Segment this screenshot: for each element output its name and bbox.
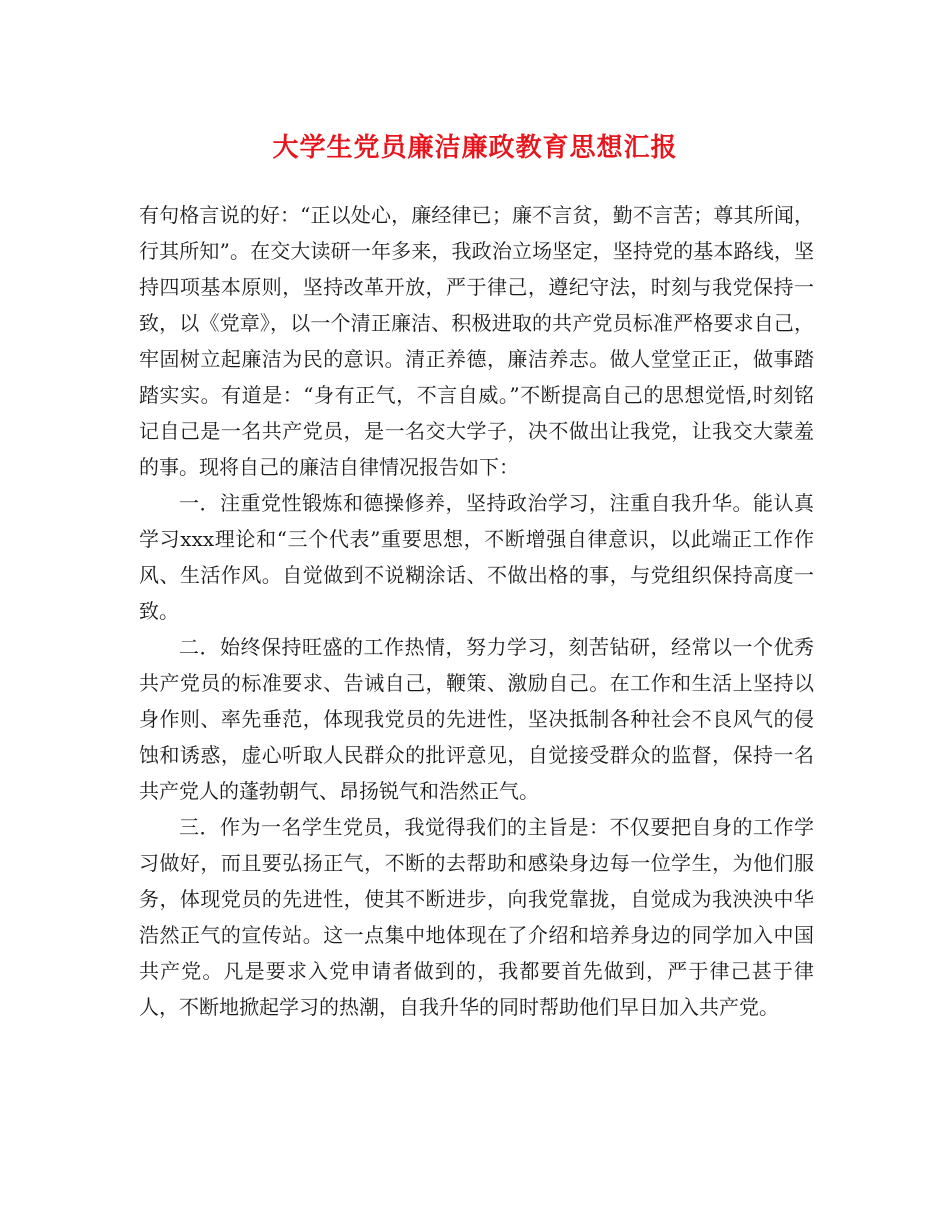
intro-paragraph: 有句格言说的好：“正以处心，廉经律已；廉不言贫，勤不言苦；尊其所闻，行其所知”。在交大读研一年多来，我政治立场坚定，坚持党的基本路线，坚持四项基本原则，坚持改革开放，严于律己，遵纪守法，时刻与我党保持一致，以《党章》，以一个清正廉洁、积极进取的共产党员标准严格要求自己，牢固树立起廉洁为民的意识。清正养德，廉洁养志。做人堂堂正正，做事踏踏实实。有道是：“身有正气，不言自威。”不断提高自己的思想觉悟,时刻铭记自己是一名共产党员，是一名交大学子，决不做出让我党，让我交大蒙羞的事。现将自己的廉洁自律情况报告如下： xyxy=(139,203,814,479)
point-one-paragraph: 一．注重党性锻炼和德操修养，坚持政治学习，注重自我升华。能认真学习xxx理论和“三个代表”重要思想，不断增强自律意识，以此端正工作作风、生活作风。自觉做到不说糊涂话、不做出格的事，与党组织保持高度一致。 xyxy=(139,491,814,623)
document-title: 大学生党员廉洁廉政教育思想汇报 xyxy=(272,133,678,163)
point-two-paragraph: 二．始终保持旺盛的工作热情，努力学习，刻苦钻研，经常以一个优秀共产党员的标准要求、告诫自己，鞭策、激励自己。在工作和生活上坚持以身作则、率先垂范，体现我党员的先进性，坚决抵制各种社会不良风气的侵蚀和诱惑，虚心听取人民群众的批评意见，自觉接受群众的监督，保持一名共产党人的蓬勃朝气、昂扬锐气和浩然正气。 xyxy=(139,635,814,803)
point-three-paragraph: 三．作为一名学生党员，我觉得我们的主旨是：不仅要把自身的工作学习做好，而且要弘扬正气，不断的去帮助和感染身边每一位学生，为他们服务，体现党员的先进性，使其不断进步，向我党靠拢，自觉成为我泱泱中华浩然正气的宣传站。这一点集中地体现在了介绍和培养身边的同学加入中国共产党。凡是要求入党申请者做到的，我都要首先做到，严于律己甚于律人，不断地掀起学习的热潮，自我升华的同时帮助他们早日加入共产党。 xyxy=(139,815,814,1019)
document-body xyxy=(139,197,814,1025)
